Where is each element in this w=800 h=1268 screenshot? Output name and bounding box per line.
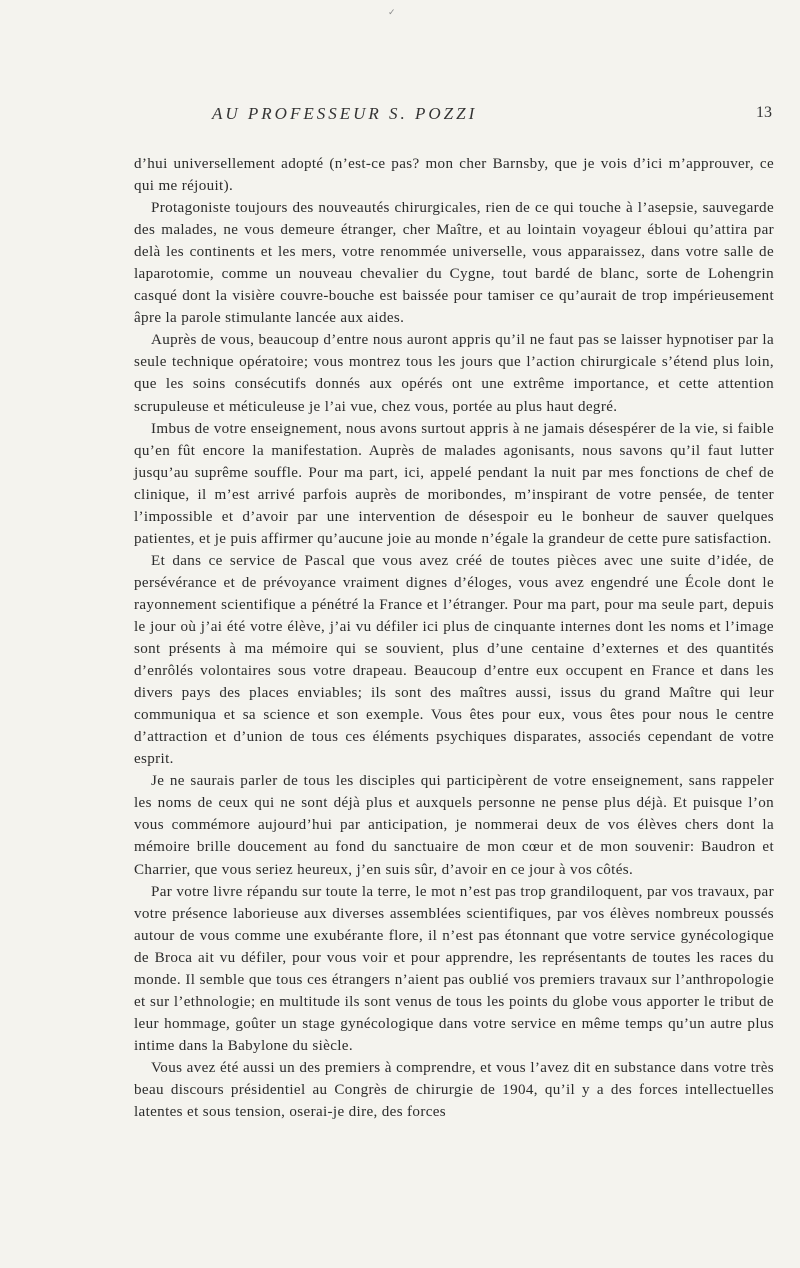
running-head [212,104,772,126]
paragraph: Et dans ce service de Pascal que vous avez créé de toutes pièces avec une suite d’idée, de persévérance et de prévoyance vraiment dignes d’éloges, vous avez engendré une École dont le rayonnement scientifique a pénétré la France et l’étranger. Pour ma part, pour ma seule part, depuis le jour où j’ai été votre élève, j’ai vu défiler ici plus de cinquante internes dont les noms et l’image sont présents à ma mémoire qui se souvient, plus d’une centaine d’externes et des quantités d’enrôlés volontaires sous votre drapeau. Beaucoup d’entre eux occupent en France et dans les divers pays des places enviables; ils sont des maîtres aussi, issus du grand Maître qui leur communiqua et sa science et son exemple. Vous êtes pour eux, vous êtes pour nous le centre d’attraction et d’union de tous ces éléments psychiques disparates, associés cependant de votre esprit. [134,552,774,768]
paragraph: d’hui universellement adopté (n’est-ce pas? mon cher Barnsby, que je vois d’ici m’approuver, ce qui me réjouit). [134,156,774,195]
paragraph: Je ne saurais parler de tous les disciples qui participèrent de votre enseignement, sans rappeler les noms de ceux qui ne sont déjà plus et auxquels personne ne pense plus déjà. Et puisque l’on vous commémore aujourd’hui par anticipation, je nommerai deux de vos élèves chers dont la mémoire brille doucement au fond du sanctuaire de mon cœur et de mon souvenir: Baudron et Charrier, que vous seriez heureux, j’en suis sûr, d’avoir en ce jour à vos côtés. [134,773,774,878]
paragraph: Imbus de votre enseignement, nous avons surtout appris à ne jamais désespérer de la vie, si faible qu’en fût encore la manifestation. Auprès de malades agonisants, nous savons qu’il faut lutter jusqu’au suprême souffle. Pour ma part, ici, appelé pendant la nuit par mes fonctions de chef de clinique, il m’est arrivé parfois auprès de moribondes, m’inspirant de votre pensée, de tenter l’impossible et d’avoir par une intervention de désespoir eu le bonheur de sauver quelques patientes, et je puis affirmer qu’aucune joie au monde n’égale la grandeur de cette pure satisfaction. [134,420,774,547]
page-number: 13 [756,104,772,121]
running-title: AU PROFESSEUR S. POZZI [212,104,478,123]
paragraph: Auprès de vous, beaucoup d’entre nous auront appris qu’il ne faut pas se laisser hypnotiser par la seule technique opératoire; vous montrez tous les jours que l’action chirurgicale s’étend plus loin, que les soins consécutifs donnés aux opérés ont une extrême importance, et cette attention scrupuleuse et méticuleuse je l’ai vue, chez vous, portée au plus haut degré. [134,332,774,415]
body-text [134,153,774,1123]
paragraph: Par votre livre répandu sur toute la terre, le mot n’est pas trop grandiloquent, par vos travaux, par votre présence laborieuse aux diverses assemblées scientifiques, par vos élèves nombreux poussés autour de vous comme une exubérante flore, il n’est pas étonnant que votre service gynécologique de Broca ait vu défiler, pour vous voir et pour apprendre, les représentants de toutes les races du monde. Il semble que tous ces étrangers n’aient pas oublié vos premiers travaux sur l’anthropologie et sur l’ethnologie; en multitude ils sont venus de tous les points du globe vous apporter le tribut de leur hommage, goûter un stage gynécologique dans votre service en même temps qu’un autre plus intime dans la Babylone du siècle. [134,883,774,1054]
scan-speck: ✓ [388,8,396,18]
paragraph: Vous avez été aussi un des premiers à comprendre, et vous l’avez dit en substance dans votre très beau discours présidentiel au Congrès de chirurgie de 1904, qu’il y a des forces intellectuelles latentes et sous tension, oserai-je dire, des forces [134,1059,774,1121]
paragraph: Protagoniste toujours des nouveautés chirurgicales, rien de ce qui touche à l’asepsie, sauvegarde des malades, ne vous demeure étranger, cher Maître, et au lointain voyageur ébloui qu’attira par delà les continents et les mers, votre renommée universelle, vous apparaissez, dans votre salle de laparotomie, comme un nouveau chevalier du Cygne, tout bardé de blanc, sorte de Lohengrin casqué dont la visière couvre-bouche est baissée pour tamiser ce qu’aurait de trop impérieusement âpre la parole stimulante lancée aux aides. [134,200,774,327]
